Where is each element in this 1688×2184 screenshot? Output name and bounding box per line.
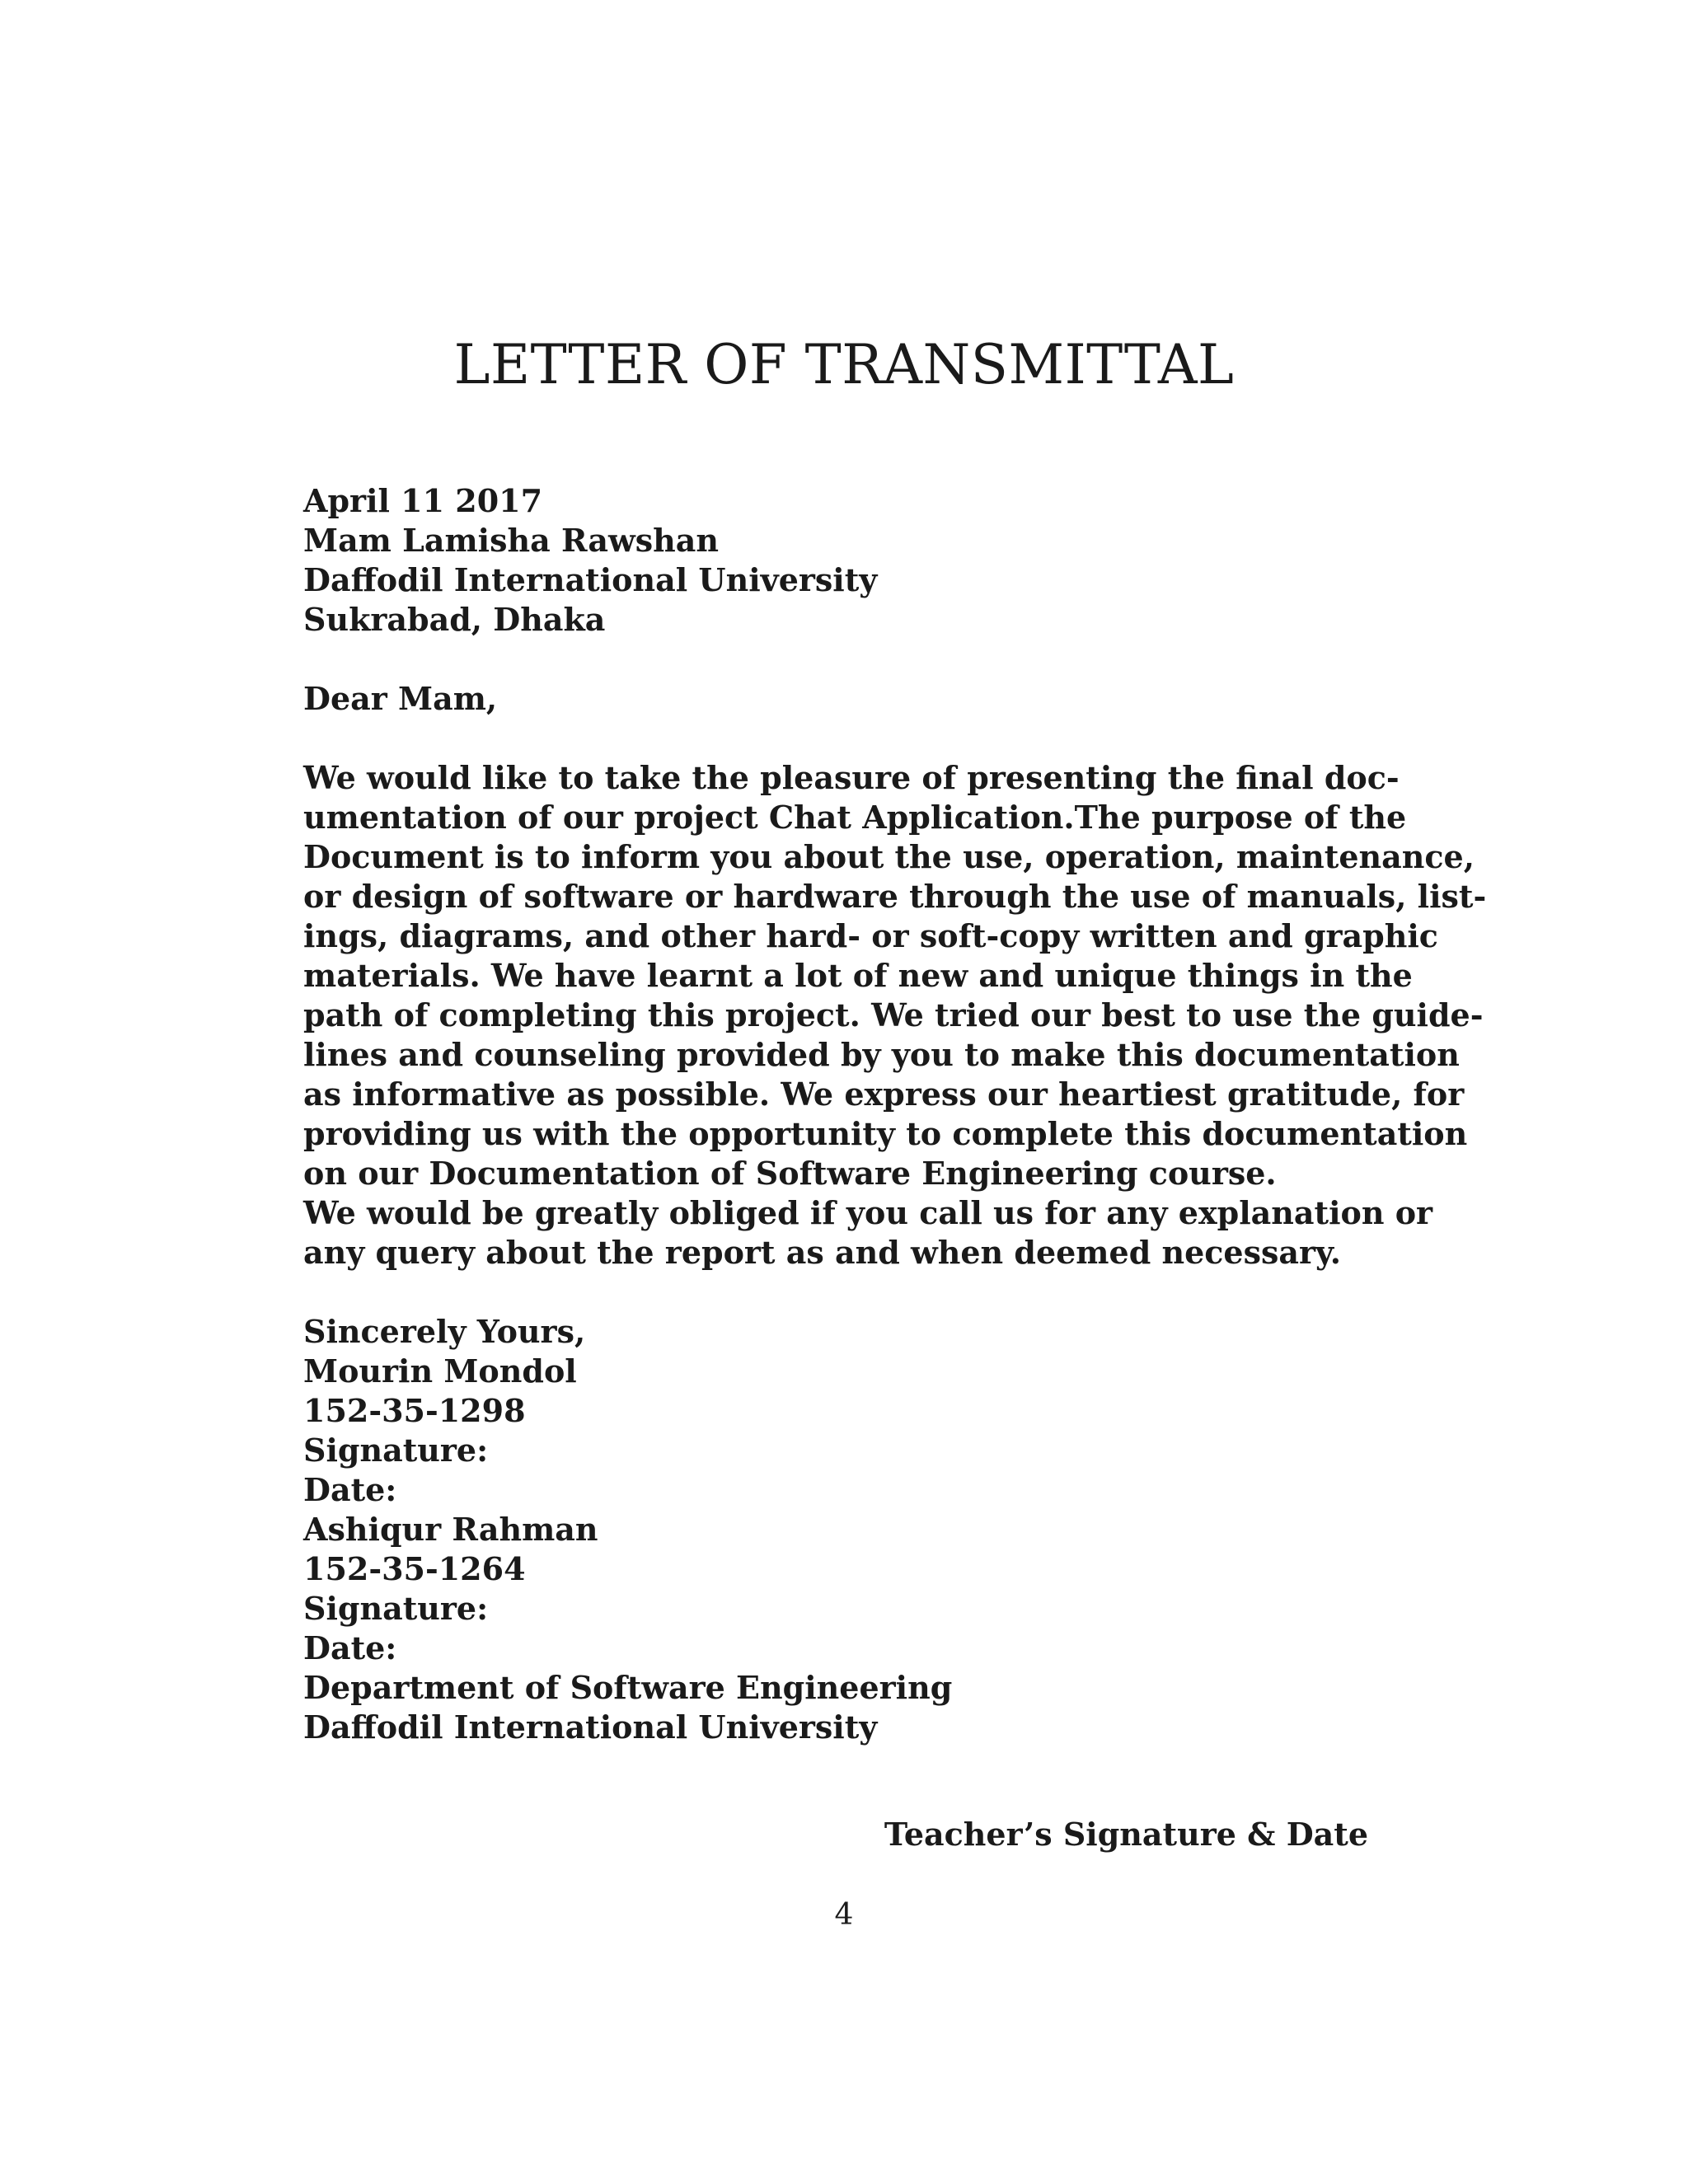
salutation-text: Dear Mam, bbox=[303, 680, 498, 717]
closing-block bbox=[303, 1312, 1375, 1747]
university-name: Daffodil International University bbox=[303, 1708, 878, 1746]
letter-body bbox=[303, 758, 1487, 1272]
author-name: Ashiqur Rahman bbox=[303, 1511, 598, 1548]
body-line: on our Documentation of Software Engineering course. bbox=[303, 1155, 1277, 1192]
page-number: 4 bbox=[834, 1898, 854, 1932]
body-line: Document is to inform you about the use, operation, maintenance, bbox=[303, 838, 1475, 875]
signature-label: Signature: bbox=[303, 1432, 489, 1469]
department-name: Department of Software Engineering bbox=[303, 1669, 953, 1706]
body-line: lines and counseling provided by you to make this documentation bbox=[303, 1036, 1460, 1073]
salutation bbox=[303, 679, 1375, 719]
teacher-signature-label: Teacher’s Signature & Date bbox=[884, 1816, 1368, 1853]
author-id: 152-35-1264 bbox=[303, 1550, 526, 1587]
page-title: LETTER OF TRANSMITTAL bbox=[453, 333, 1235, 396]
letter-date: April 11 2017 bbox=[303, 482, 543, 519]
valediction: Sincerely Yours, bbox=[303, 1313, 586, 1350]
body-line: We would be greatly obliged if you call us for any explanation or bbox=[303, 1194, 1433, 1231]
body-line: providing us with the opportunity to complete this documentation bbox=[303, 1115, 1468, 1152]
date-label: Date: bbox=[303, 1471, 397, 1508]
body-line: materials. We have learnt a lot of new and unique things in the bbox=[303, 957, 1413, 994]
author-id: 152-35-1298 bbox=[303, 1392, 526, 1429]
body-line: path of completing this project. We tried our best to use the guide- bbox=[303, 996, 1484, 1033]
recipient-location: Sukrabad, Dhaka bbox=[303, 601, 606, 638]
body-line: ings, diagrams, and other hard- or soft-copy written and graphic bbox=[303, 917, 1438, 954]
body-line: umentation of our project Chat Application.The purpose of the bbox=[303, 799, 1407, 836]
body-line: as informative as possible. We express our heartiest gratitude, for bbox=[303, 1076, 1465, 1113]
recipient-address-block bbox=[303, 481, 1375, 640]
body-line: We would like to take the pleasure of presenting the final doc- bbox=[303, 759, 1400, 796]
recipient-institution: Daffodil International University bbox=[303, 561, 878, 598]
date-label: Date: bbox=[303, 1629, 397, 1666]
recipient-name: Mam Lamisha Rawshan bbox=[303, 522, 720, 559]
author-name: Mourin Mondol bbox=[303, 1352, 577, 1390]
body-line: any query about the report as and when deemed necessary. bbox=[303, 1234, 1341, 1271]
signature-label: Signature: bbox=[303, 1590, 489, 1627]
body-line: or design of software or hardware through the use of manuals, list- bbox=[303, 878, 1487, 915]
